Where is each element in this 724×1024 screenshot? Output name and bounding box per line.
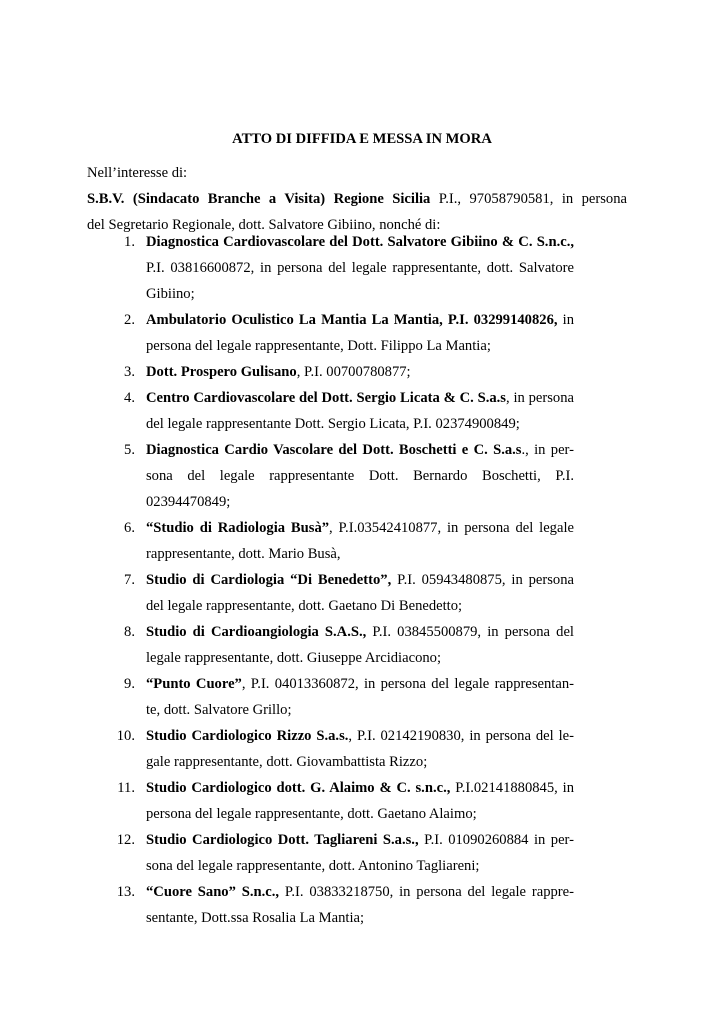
intro-line: Nell’interesse di: [87,165,188,181]
item-details: , P.I. 00700780877; [296,364,411,380]
list-item [87,385,574,437]
item-number: 7. [124,572,135,588]
party-list [87,229,574,931]
item-number: 5. [124,442,135,458]
list-item [87,359,574,385]
list-item [87,619,574,671]
item-details: ., in per-sona del legale rappresentante Dott. Bernardo Boschetti, P.I. 02394470849; [146,442,574,510]
item-number: 9. [124,676,135,692]
item-details: , in persona del legale rappresentante Dott. Sergio Licata, P.I. 02374900849; [146,390,574,432]
item-party-name: Diagnostica Cardio Vascolare del Dott. Boschetti e C. S.a.s [146,442,522,458]
list-item [87,307,574,359]
item-text [146,385,574,437]
item-details: P.I. 01090260884 in per-sona del legale rappresentante, dott. Antonino Tagliareni; [146,832,574,874]
list-item [87,723,574,775]
item-number: 1. [124,234,135,250]
item-number: 8. [124,624,135,640]
list-item [87,671,574,723]
item-text [146,515,574,567]
item-number: 11. [117,780,135,796]
item-details: P.I. 05943480875, in persona del legale rappresentante, dott. Gaetano Di Benedetto; [146,572,575,614]
item-details: P.I. 03845500879, in persona del legale rappresentante, dott. Giuseppe Arcidiacono; [146,624,574,666]
item-text [146,307,574,359]
item-details: , P.I.03542410877, in persona del legale rappresentante, dott. Mario Busà, [146,520,574,562]
item-text [146,229,574,307]
intro-org-line [87,186,627,212]
list-item [87,229,574,307]
item-details: P.I.02141880845, in persona del legale rappresentante, dott. Gaetano Alaimo; [146,780,574,822]
item-number: 6. [124,520,135,536]
list-item [87,775,574,827]
item-text [146,619,574,671]
item-number: 13. [116,884,135,900]
list-item [87,567,574,619]
item-number: 12. [116,832,135,848]
item-party-name: Studio Cardiologico dott. G. Alaimo & C. s.n.c., [146,780,451,796]
item-details: P.I. 03833218750, in persona del legale rappre-sentante, Dott.ssa Rosalia La Mantia; [146,884,574,926]
item-party-name: Ambulatorio Oculistico La Mantia La Mantia, P.I. 03299140826, [146,312,558,328]
item-party-name: “Punto Cuore” [146,676,242,692]
item-number: 10. [116,728,135,744]
item-party-name: Studio di Cardiologia “Di Benedetto”, [146,572,392,588]
list-item [87,515,574,567]
item-text [146,827,574,879]
list-item [87,827,574,879]
item-text [146,775,574,827]
intro-block [87,160,627,238]
item-party-name: “Cuore Sano” S.n.c., [146,884,280,900]
list-item [87,879,574,931]
item-text [146,359,574,385]
item-number: 2. [124,312,135,328]
item-party-name: Studio Cardiologico Dott. Tagliareni S.a.s., [146,832,419,848]
item-party-name: “Studio di Radiologia Busà” [146,520,330,536]
item-details: in persona del legale rappresentante, Dott. Filippo La Mantia; [146,312,575,354]
item-party-name: Centro Cardiovascolare del Dott. Sergio Licata & C. S.a.s [146,390,506,406]
item-text [146,437,574,515]
list-item [87,437,574,515]
org-details: P.I., 97058790581, in persona [430,191,627,207]
item-details: , P.I. 04013360872, in persona del legale rappresentan-te, dott. Salvatore Grillo; [146,676,574,718]
org-name: S.B.V. (Sindacato Branche a Visita) Regione Sicilia [87,191,431,207]
item-number: 3. [124,364,135,380]
item-party-name: Dott. Prospero Gulisano [146,364,297,380]
item-text [146,671,574,723]
item-details: P.I. 03816600872, in persona del legale rappresentante, dott. Salvatore Gibiino; [146,260,574,302]
item-details: , P.I. 02142190830, in persona del le-gale rappresentante, dott. Giovambattista Rizzo; [146,728,574,770]
item-text [146,879,574,931]
item-text [146,723,574,775]
item-text [146,567,574,619]
item-party-name: Studio di Cardioangiologia S.A.S., [146,624,367,640]
item-party-name: Studio Cardiologico Rizzo S.a.s. [146,728,349,744]
item-number: 4. [124,390,135,406]
document-title: ATTO DI DIFFIDA E MESSA IN MORA [232,131,492,147]
item-party-name: Diagnostica Cardiovascolare del Dott. Salvatore Gibiino & C. S.n.c., [146,234,574,250]
intro-org-line-2: del Segretario Regionale, dott. Salvatore Gibiino, nonché di: [87,217,441,233]
